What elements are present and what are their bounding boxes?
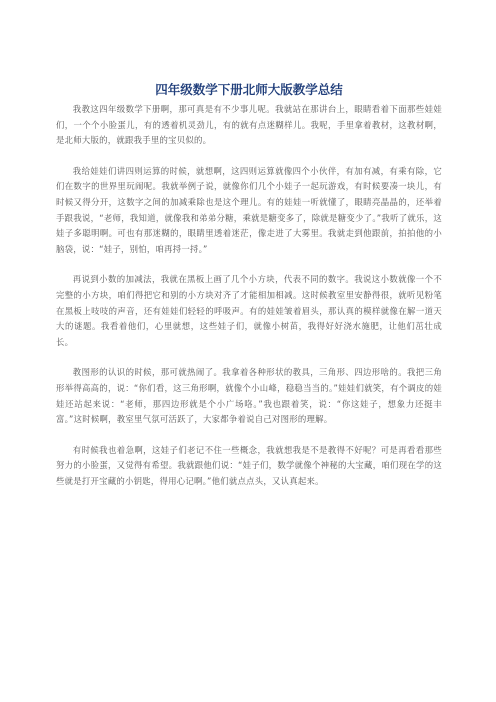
paragraph-shapes: 教图形的认识的时候，那可就热闹了。我拿着各种形状的教具，三角形、四边形啥的。我把三角形举得高高的，说：“你们看，这三角形啊，就像个小山峰，稳稳当当的。”娃娃们就笑，有个调皮的娃娃还站起来说：“老师，那四边形就是个小广场咯。”我也跟着笑，说：“你这娃子，想象力还挺丰富。”这时候啊，教室里气氛可活跃了，大家都争着说自己对图形的理解。 [56, 367, 442, 425]
paragraph-reflection: 有时候我也着急啊，这娃子们老记不住一些概念，我就想我是不是教得不好呢？可是再看看那些努力的小脸蛋，又觉得有希望。我就跟他们说：“娃子们，数学就像个神秘的大宝藏，咱们现在学的这些就是打开宝藏的小钥匙，得用心记啊。”他们就点点头，又认真起来。 [56, 444, 442, 486]
document-title: 四年级数学下册北师大版教学总结 [155, 82, 343, 97]
document-page [56, 0, 442, 489]
paragraph-arithmetic: 我给娃娃们讲四则运算的时候，就想啊，这四则运算就像四个小伙伴，有加有减，有乘有除，它们在数字的世界里玩闹呢。我就举例子说，就像你们几个小娃子一起玩游戏，有时候要凑一块儿，有时候又得分开，这数字之间的加减乘除也是这个理儿。有的娃娃一听就懂了，眼睛亮晶晶的，还举着手跟我说，“老师，我知道，就像我和弟弟分糖，乘就是糖变多了，除就是糖变少了。”我听了就乐，这娃子多聪明啊。可也有那迷糊的，眼睛里透着迷茫，像走进了大雾里。我就走到他跟前，拍拍他的小脑袋，说：“娃子，别怕，咱再捋一捋。” [56, 165, 442, 254]
paragraph-intro: 我教这四年级数学下册啊，那可真是有不少事儿呢。我就站在那讲台上，眼睛看着下面那些娃娃们，一个个小脸蛋儿，有的透着机灵劲儿，有的就有点迷糊样儿。我呢，手里拿着教材，这教材啊，是北师大版的，就跟我手里的宝贝似的。 [56, 104, 442, 146]
paragraph-decimals: 再说到小数的加减法，我就在黑板上画了几个小方块，代表不同的数字。我说这小数就像一个不完整的小方块，咱们得把它和别的小方块对齐了才能相加相减。这时候教室里安静得很，就听见粉笔在黑板上吱吱的声音，还有娃娃们轻轻的呼吸声。有的娃娃皱着眉头，那认真的模样就像在解一道天大的谜题。我看着他们，心里就想，这些娃子们，就像小树苗，我得好好浇水施肥，让他们茁壮成长。 [56, 274, 442, 347]
